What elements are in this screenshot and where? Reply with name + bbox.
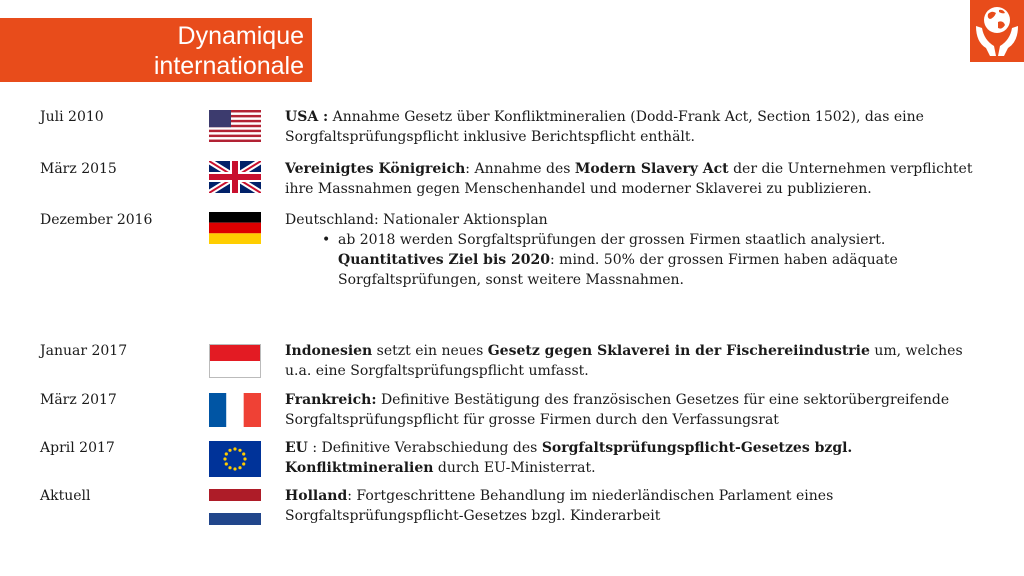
event-description [285,486,985,526]
event-text: : Definitive Verabschiedung des [307,440,542,456]
event-text: der die Unternehmen verpflichtet ihre Massnahmen gegen Menschenhandel und moderner Sklaverei zu publizieren. [285,161,973,197]
bullet-dot: • [322,232,331,248]
country-name: Vereinigtes Königreich [285,161,466,177]
country-name: Indonesien [285,343,373,359]
event-text: Annahme Gesetz über Konfliktmineralien (Dodd-Frank Act, Section 1502), das eine Sorgfaltsprüfungspflicht inklusive Berichtspflicht enthält. [285,109,924,145]
globe-in-hands-icon [970,0,1024,62]
event-text: um, welches u.a. eine Sorgfaltsprüfungspflicht umfasst. [285,343,963,379]
event-description [285,159,985,199]
event-description [285,210,985,290]
event-date: Dezember 2016 [40,212,153,228]
event-emphasis: Sorgfaltsprüfungspflicht-Gesetzes bzgl. Konfliktmineralien [285,440,853,476]
event-emphasis: Quantitatives Ziel bis 2020 [338,252,550,268]
event-description [285,341,985,381]
event-date: Juli 2010 [40,109,104,125]
usa-flag-icon [209,110,261,142]
event-date: März 2017 [40,392,117,408]
event-description [285,107,985,147]
event-text: : mind. 50% der grossen Firmen haben adäquate Sorgfaltsprüfungen, sonst weitere Massnahmen. [338,252,898,288]
country-name: USA : [285,109,329,125]
event-description [285,438,985,478]
bullet-item [285,230,985,290]
country-name: Frankreich: [285,392,377,408]
slide-title [0,18,312,82]
event-emphasis: Gesetz gegen Sklaverei in der Fischereiindustrie [487,343,870,359]
eu-flag-icon [209,441,261,477]
event-date: Januar 2017 [40,343,128,359]
title-line-1: Dynamique [177,22,304,50]
country-name: EU [285,440,308,456]
country-name: Holland [285,488,348,504]
france-flag-icon [209,393,261,427]
event-date: März 2015 [40,161,117,177]
germany-flag-icon [209,212,261,244]
event-text: Definitive Bestätigung des französischen Gesetzes für eine sektorübergreifende Sorgfaltsprüfungspflicht für grosse Firmen durch den Verfassungsrat [285,392,950,428]
event-text: durch EU-Ministerrat. [433,460,596,476]
indonesia-flag-icon [209,344,261,376]
event-text: Deutschland: Nationaler Aktionsplan [285,212,548,228]
netherlands-flag-icon [209,489,261,525]
event-text: : Annahme des [465,161,575,177]
event-text: setzt ein neues [372,343,488,359]
event-text: ab 2018 werden Sorgfaltsprüfungen der grossen Firmen staatlich analysiert. [338,232,886,248]
event-emphasis: Modern Slavery Act [574,161,729,177]
event-description [285,390,985,430]
event-date: April 2017 [40,440,115,456]
event-text: : Fortgeschrittene Behandlung im niederländischen Parlament eines Sorgfaltsprüfungspflicht-Gesetzes bzgl. Kinderarbeit [285,488,834,524]
uk-flag-icon [209,161,261,193]
title-line-2: internationale [153,52,304,80]
event-date: Aktuell [40,488,91,504]
